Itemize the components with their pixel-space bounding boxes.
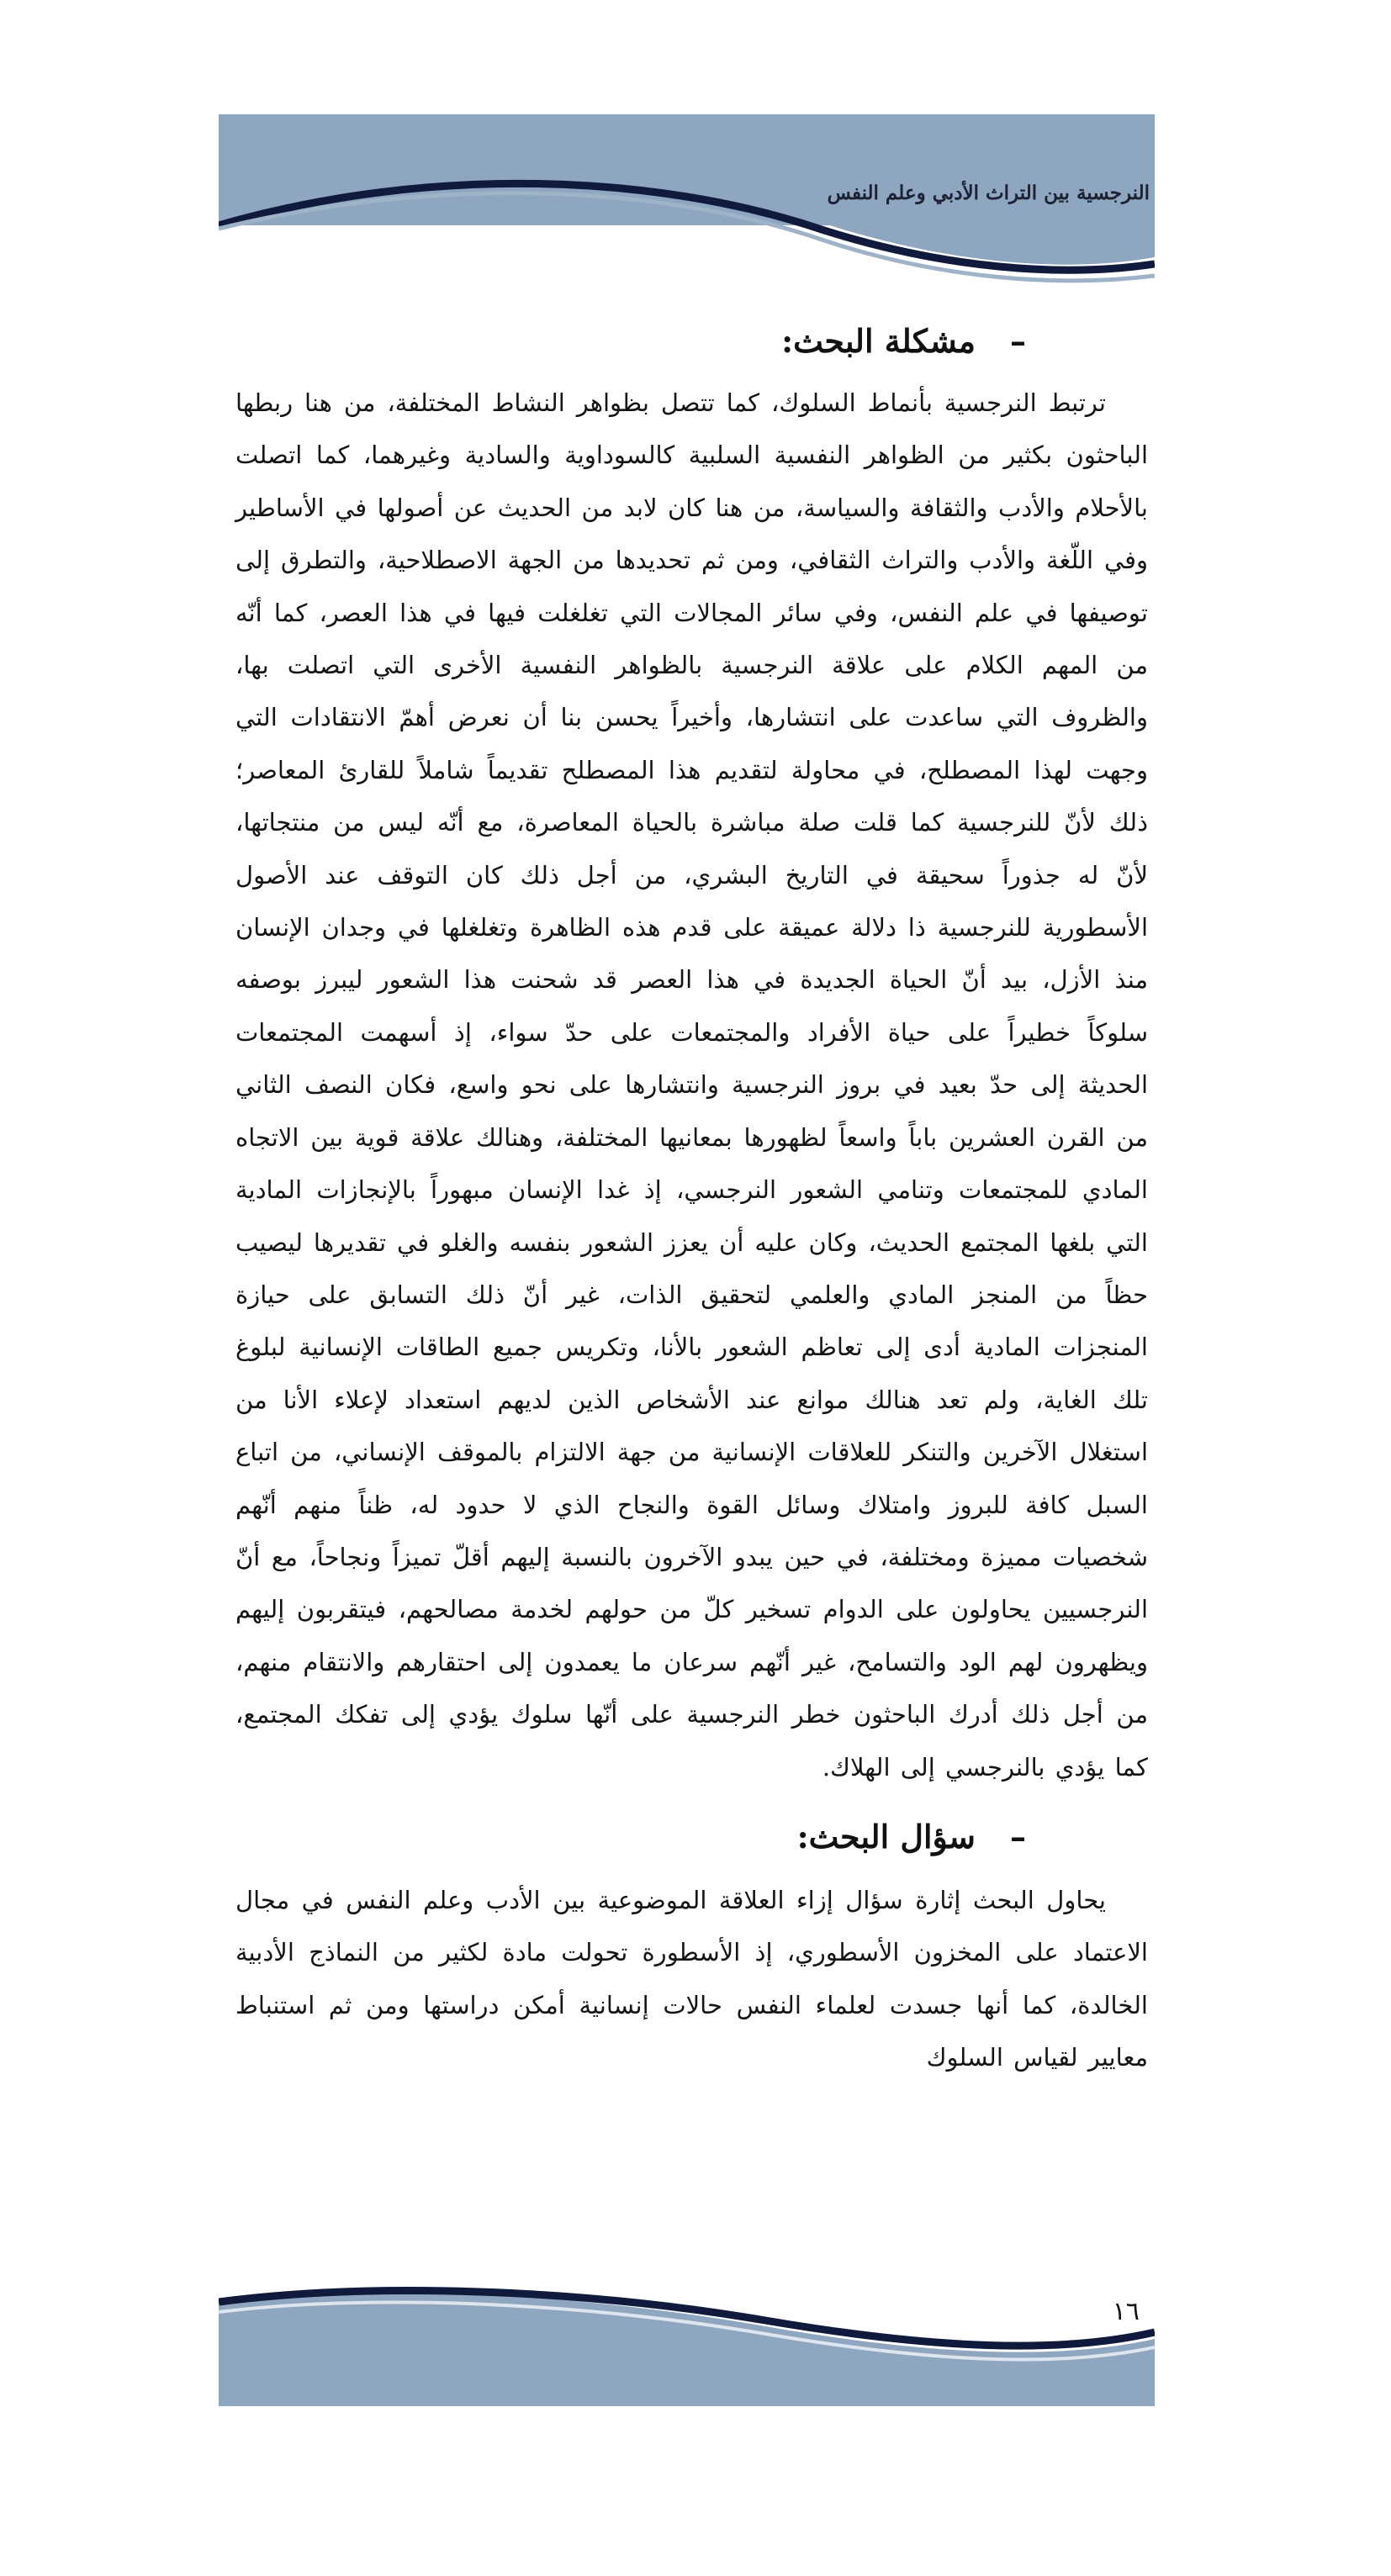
paragraph-question: يحاول البحث إثارة سؤال إزاء العلاقة الموضوعية بين الأدب وعلم النفس في مجال الاعتماد على المخزون الأسطوري، إذ الأسطورة تحولت مادة لكثير من النماذج الأدبية الخالدة، كما أنها جسدت لعلماء النفس حالات إنسانية أمكن دراستها ومن ثم استنباط معايير لقياس السلوك <box>235 1885 1148 2072</box>
document-page <box>219 114 1155 2406</box>
section-heading <box>235 316 1148 367</box>
page-number: ١٦ <box>1112 2297 1140 2326</box>
paragraph-problem: ترتبط النرجسية بأنماط السلوك، كما تتصل بظواهر النشاط المختلفة، من هنا ربطها الباحثون بكثير من الظواهر النفسية السلبية كالسوداوية والسادية وغيرهما، كما اتصلت بالأحلام والأدب والثقافة والسياسة، من هنا كان لابد من الحديث عن أصولها في الأساطير وفي اللّغة والأدب والتراث الثقافي، ومن ثم تحديدها من الجهة الاصطلاحية، والتطرق إلى توصيفها في علم النفس، وفي سائر المجالات التي تغلغلت فيها في هذا العصر، كما أنّه من المهم الكلام على علاقة النرجسية بالظواهر النفسية الأخرى التي اتصلت بها، والظروف التي ساعدت على انتشارها، وأخيراً يحسن بنا أن نعرض أهمّ الانتقادات التي وجهت لهذا المصطلح، في محاولة لتقديم هذا المصطلح تقديماً شاملاً للقارئ المعاصر؛ ذلك لأنّ للنرجسية كما قلت صلة مباشرة بالحياة المعاصرة، مع أنّه ليس من منتجاتها، لأنّ له جذوراً سحيقة في التاريخ البشري، من أجل ذلك كان التوقف عند الأصول الأسطورية للنرجسية ذا دلالة عميقة على قدم هذه الظاهرة وتغلغلها في وجدان الإنسان منذ الأزل، بيد أنّ الحياة الجديدة في هذا العصر قد شحنت هذا الشعور ليبرز بوصفه سلوكاً خطيراً على حياة الأفراد والمجتمعات على حدّ سواء، إذ أسهمت المجتمعات الحديثة إلى حدّ بعيد في بروز النرجسية وانتشارها على نحو واسع، فكان النصف الثاني من القرن العشرين باباً واسعاً لظهورها بمعانيها المختلفة، وهنالك علاقة قوية بين الاتجاه المادي للمجتمعات وتنامي الشعور النرجسي، إذ غدا الإنسان مبهوراً بالإنجازات المادية التي بلغها المجتمع الحديث، وكان عليه أن يعزز الشعور بنفسه والغلو في تقديرها ليصيب حظاً من المنجز المادي والعلمي لتحقيق الذات، غير أنّ ذلك التسابق على حيازة المنجزات المادية أدى إلى تعاظم الشعور بالأنا، وتكريس جميع الطاقات الإنسانية لبلوغ تلك الغاية، ولم تعد هنالك موانع عند الأشخاص الذين لديهم استعداد لإعلاء الأنا من استغلال الآخرين والتنكر للعلاقات الإنسانية من جهة الالتزام بالموقف الإنساني، من اتباع السبل كافة للبروز وامتلاك وسائل القوة والنجاح الذي لا حدود له، ظناً منهم أنّهم شخصيات مميزة ومختلفة، في حين يبدو الآخرون بالنسبة إليهم أقلّ تميزاً ونجاحاً، مع أنّ النرجسيين يحاولون على الدوام تسخير كلّ من حولهم لخدمة مصالحهم، فيتقربون إليهم ويظهرون لهم الود والتسامح، غير أنّهم سرعان ما يعمدون إلى احتقارهم والانتقام منهم، من أجل ذلك أدرك الباحثون خطر النرجسية على أنّها سلوك يؤدي إلى تفكك المجتمع، كما يؤدي بالنرجسي إلى الهلاك. <box>235 388 1148 1782</box>
heading-text-question: سؤال البحث: <box>796 1817 976 1855</box>
heading-text-problem: مشكلة البحث: <box>781 322 976 360</box>
running-header-title: النرجسية بين التراث الأدبي وعلم النفس <box>827 182 1150 204</box>
section-heading <box>235 1812 1148 1862</box>
body-content <box>235 316 1148 2084</box>
footer-wave-band <box>219 2280 1155 2406</box>
heading-dash: – <box>1010 1817 1026 1855</box>
heading-dash: – <box>1010 322 1026 360</box>
